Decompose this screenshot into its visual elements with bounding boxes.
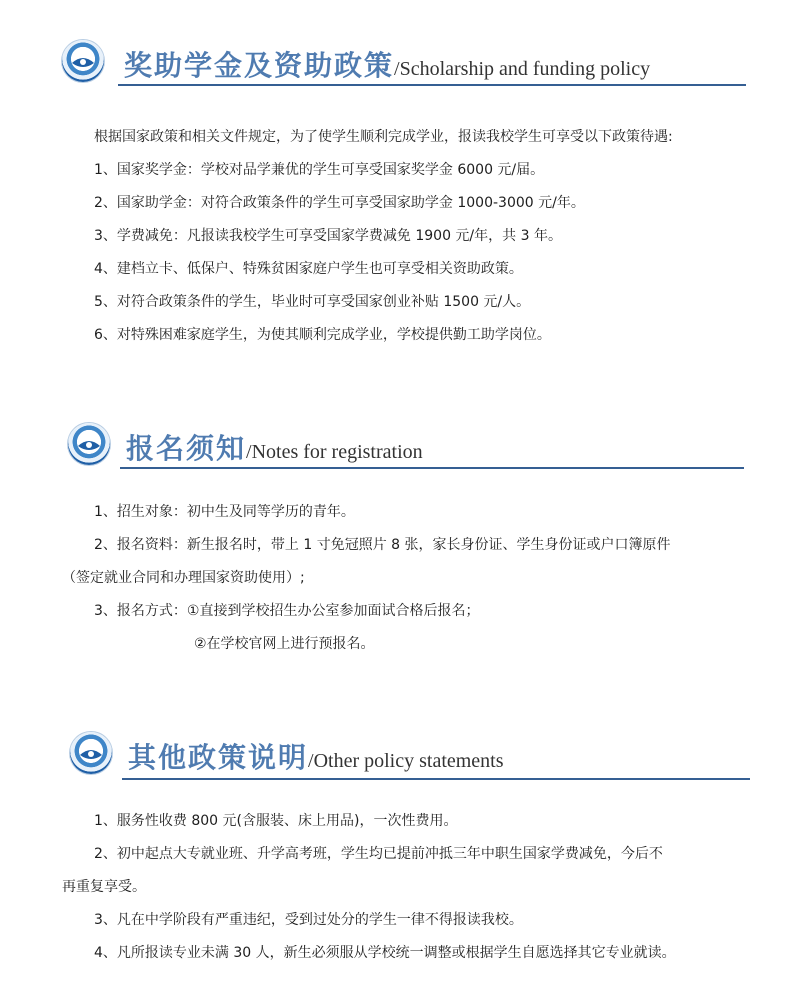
section-title-en: /Notes for registration	[246, 441, 423, 463]
other-policy-item-3: 3、凡在中学阶段有严重违纪，受到过处分的学生一律不得报读我校。	[94, 912, 523, 928]
policy-intro: 根据国家政策和相关文件规定，为了使学生顺利完成学业，报读我校学生可享受以下政策待遇:	[94, 129, 673, 145]
policy-item-1: 1、国家奖学金：学校对品学兼优的学生可享受国家奖学金 6000 元/届。	[94, 162, 545, 178]
policy-item-3: 3、学费减免：凡报读我校学生可享受国家学费减免 1900 元/年，共 3 年。	[94, 228, 562, 244]
other-policy-item-2: 2、初中起点大专就业班、升学高考班，学生均已提前冲抵三年中职生国家学费减免，今后不	[94, 846, 663, 862]
section-title-en: /Scholarship and funding policy	[394, 58, 651, 80]
section-divider	[118, 84, 746, 86]
section-divider	[120, 467, 744, 469]
other-policy-item-4: 4、凡所报读专业未满 30 人，新生必须服从学校统一调整或根据学生自愿选择其它专业就读。	[94, 945, 676, 961]
section-header-other-policy	[0, 724, 800, 784]
school-logo-icon	[70, 732, 112, 774]
section-title-cn: 其他政策说明	[128, 741, 309, 774]
registration-item-3: 3、报名方式：①直接到学校招生办公室参加面试合格后报名；	[94, 603, 480, 619]
section-title-en: /Other policy statements	[308, 750, 504, 772]
section-header-registration	[0, 415, 800, 475]
policy-item-6: 6、对特殊困难家庭学生，为使其顺利完成学业，学校提供勤工助学岗位。	[94, 327, 551, 343]
section-title-cn: 报名须知	[126, 432, 247, 465]
registration-item-3-option-2: ②在学校官网上进行预报名。	[194, 636, 375, 652]
registration-item-2-cont: （签定就业合同和办理国家资助使用）;	[62, 570, 305, 586]
policy-item-4: 4、建档立卡、低保户、特殊贫困家庭户学生也可享受相关资助政策。	[94, 261, 523, 277]
section-header-scholarship	[0, 34, 800, 94]
registration-item-1: 1、招生对象：初中生及同等学历的青年。	[94, 504, 355, 520]
school-logo-icon	[68, 423, 110, 465]
school-logo-icon	[62, 40, 104, 82]
section-divider	[122, 778, 750, 780]
registration-item-2: 2、报名资料：新生报名时，带上 1 寸免冠照片 8 张，家长身份证、学生身份证或户口簿原件	[94, 537, 671, 553]
other-policy-item-1: 1、服务性收费 800 元(含服装、床上用品)，一次性费用。	[94, 813, 458, 829]
policy-item-5: 5、对符合政策条件的学生，毕业时可享受国家创业补贴 1500 元/人。	[94, 294, 531, 310]
section-title-cn: 奖助学金及资助政策	[124, 49, 395, 82]
other-policy-item-2-cont: 再重复享受。	[62, 879, 146, 895]
policy-item-2: 2、国家助学金：对符合政策条件的学生可享受国家助学金 1000-3000 元/年。	[94, 195, 585, 211]
